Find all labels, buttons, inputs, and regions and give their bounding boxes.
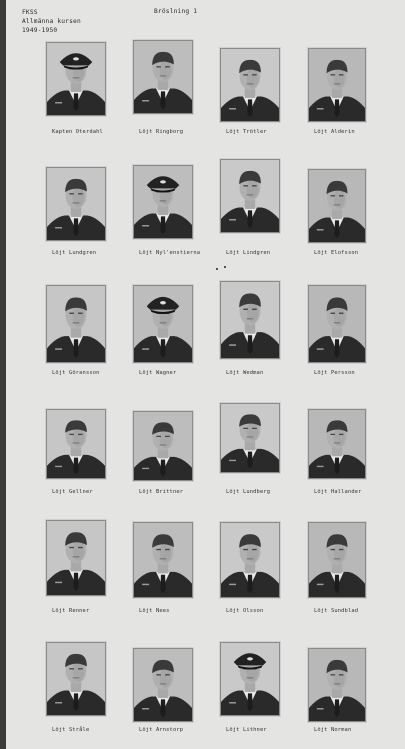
portrait-photo bbox=[220, 403, 280, 473]
portrait-caption: Löjt Persson bbox=[314, 370, 355, 376]
portrait-photo bbox=[308, 522, 366, 598]
portrait-caption: Löjt Lithner bbox=[226, 727, 267, 733]
course-name: Allmänna kursen bbox=[22, 18, 81, 25]
portrait-photo bbox=[133, 285, 193, 363]
portrait-photo bbox=[308, 48, 366, 122]
portrait-photo bbox=[308, 169, 366, 243]
course-years: 1949-1950 bbox=[22, 27, 58, 34]
portrait-photo bbox=[220, 522, 280, 598]
portrait-photo bbox=[46, 642, 106, 716]
portrait-caption: Löjt Trötler bbox=[226, 129, 267, 135]
portrait-caption: Löjt Wagner bbox=[139, 370, 177, 376]
portrait-caption: Löjt Lundgren bbox=[52, 250, 97, 256]
portrait-photo bbox=[46, 167, 106, 241]
portrait-photo bbox=[46, 42, 106, 116]
portrait-caption: Löjt Nees bbox=[139, 608, 170, 614]
portrait-caption: Löjt Alderin bbox=[314, 129, 355, 135]
portrait-caption: Löjt Wedman bbox=[226, 370, 264, 376]
unit-code: FKSS bbox=[22, 9, 38, 16]
portrait-photo bbox=[133, 522, 193, 598]
portrait-caption: Kapten Oterdahl bbox=[52, 129, 103, 135]
portrait-photo bbox=[133, 40, 193, 114]
portrait-photo bbox=[308, 648, 366, 722]
portrait-caption: Löjt Olsson bbox=[226, 608, 264, 614]
document-sheet bbox=[6, 0, 405, 749]
pin-hole bbox=[224, 266, 226, 268]
portrait-photo bbox=[46, 520, 106, 596]
portrait-caption: Löjt Nyl'enstierna bbox=[139, 250, 201, 256]
portrait-photo bbox=[46, 409, 106, 479]
portrait-photo bbox=[133, 165, 193, 239]
portrait-caption: Löjt Lundberg bbox=[226, 489, 271, 495]
portrait-caption: Löjt Renner bbox=[52, 608, 90, 614]
portrait-caption: Löjt Gellner bbox=[52, 489, 93, 495]
portrait-photo bbox=[220, 281, 280, 359]
portrait-photo bbox=[133, 411, 193, 481]
portrait-photo bbox=[308, 285, 366, 363]
portrait-caption: Löjt Stråle bbox=[52, 727, 90, 733]
portrait-caption: Löjt Elofsson bbox=[314, 250, 359, 256]
portrait-caption: Löjt Arnstorp bbox=[139, 727, 184, 733]
portrait-caption: Löjt Sundblad bbox=[314, 608, 359, 614]
document-header bbox=[22, 8, 81, 35]
portrait-caption: Löjt Göransson bbox=[52, 370, 100, 376]
sheet-label: Bröslning 1 bbox=[154, 8, 198, 15]
portrait-photo bbox=[220, 642, 280, 716]
portrait-photo bbox=[308, 409, 366, 479]
portrait-photo bbox=[220, 48, 280, 122]
portrait-caption: Löjt Brittner bbox=[139, 489, 184, 495]
portrait-caption: Löjt Lindgren bbox=[226, 250, 271, 256]
portrait-photo bbox=[46, 285, 106, 363]
portrait-caption: Löjt Hallander bbox=[314, 489, 362, 495]
portrait-photo bbox=[133, 648, 193, 722]
portrait-photo bbox=[220, 159, 280, 233]
pin-hole bbox=[216, 268, 218, 270]
portrait-caption: Löjt Norman bbox=[314, 727, 352, 733]
portrait-caption: Löjt Ringborg bbox=[139, 129, 184, 135]
